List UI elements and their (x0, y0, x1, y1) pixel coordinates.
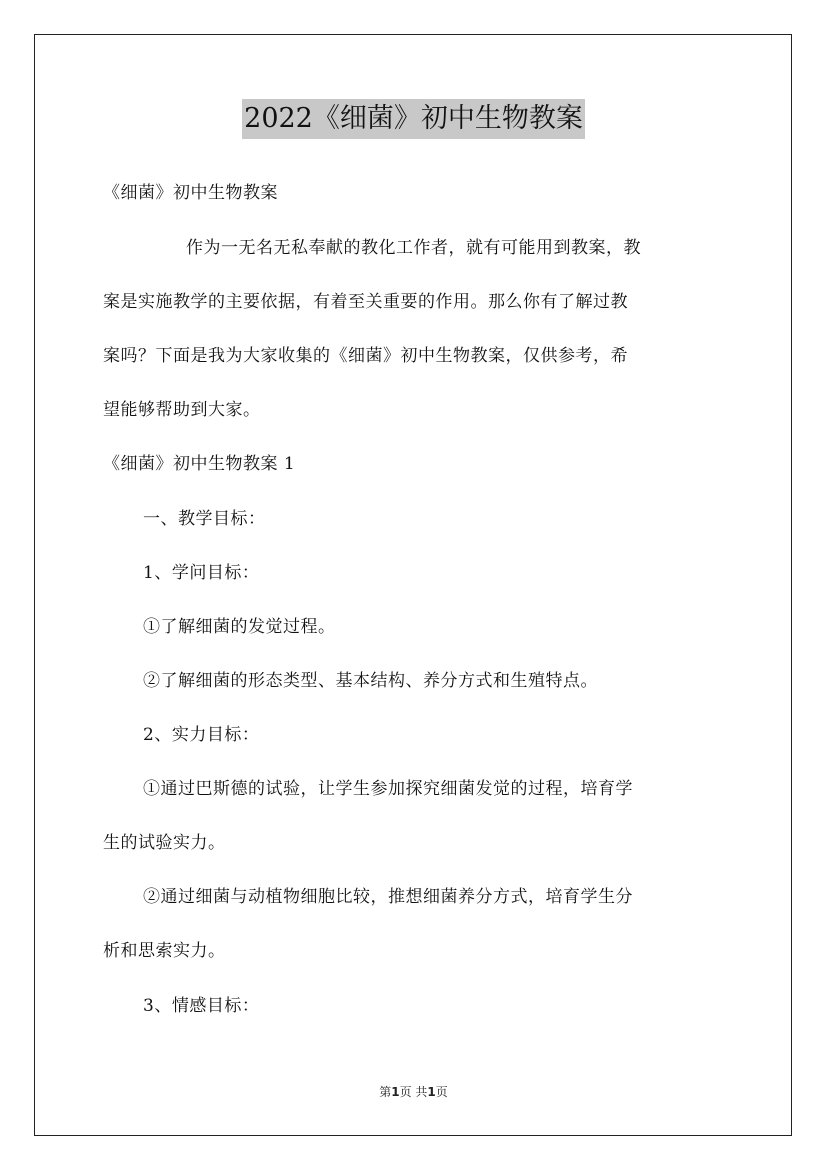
paragraph-line: 案吗？下面是我为大家收集的《细菌》初中生物教案，仅供参考，希 (103, 346, 628, 366)
footer-page-number: 1 (391, 1085, 400, 1099)
document-title: 2022《细菌》初中生物教案 (242, 99, 585, 139)
list-item: ②了解细菌的形态类型、基本结构、养分方式和生殖特点。 (143, 671, 598, 691)
footer-prefix: 第 (379, 1085, 392, 1099)
list-item-continuation: 生的试验实力。 (103, 833, 226, 853)
list-item: ②通过细菌与动植物细胞比较，推想细菌养分方式，培育学生分 (143, 887, 633, 907)
paragraph-line: 望能够帮助到大家。 (103, 400, 261, 420)
list-item: ①通过巴斯德的试验，让学生参加探究细菌发觉的过程，培育学 (143, 779, 633, 799)
list-item-continuation: 析和思索实力。 (103, 941, 226, 961)
footer-total-pages: 1 (427, 1085, 436, 1099)
subtitle-line: 《细菌》初中生物教案 (103, 183, 278, 203)
page-footer (0, 1083, 827, 1100)
title-container (0, 99, 827, 139)
footer-mid: 页 共 (399, 1085, 428, 1099)
footer-suffix: 页 (435, 1085, 448, 1099)
paragraph-text: 作为一无名无私奉献的教化工作者，就有可能用到教案，教 (186, 238, 641, 258)
list-item: 2、实力目标： (143, 725, 260, 745)
paragraph-line (186, 238, 727, 258)
list-item: ①了解细菌的发觉过程。 (143, 617, 336, 637)
list-item: 一、教学目标： (143, 509, 266, 529)
section-heading: 《细菌》初中生物教案 1 (103, 454, 296, 474)
list-item: 3、情感目标： (143, 996, 260, 1016)
list-item: 1、学问目标： (143, 563, 260, 583)
paragraph-line: 案是实施教学的主要依据，有着至关重要的作用。那么你有了解过教 (103, 292, 628, 312)
